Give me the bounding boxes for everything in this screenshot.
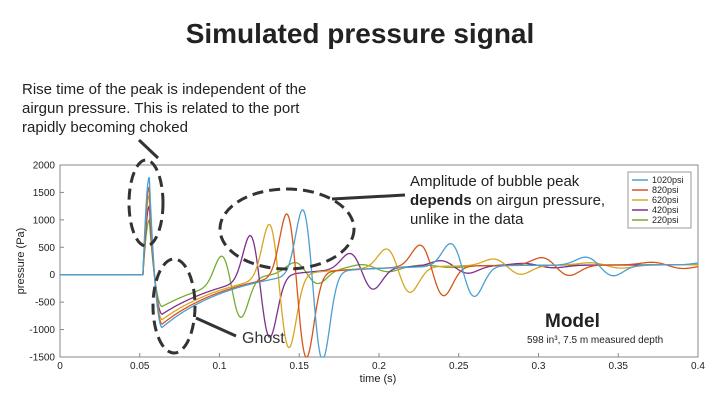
y-tick-label: 500 — [38, 242, 55, 254]
y-axis-label: pressure (Pa) — [15, 227, 27, 295]
y-tick-label: 2000 — [32, 160, 55, 172]
y-tick-label: 0 — [49, 270, 55, 282]
legend-label: 1020psi — [652, 175, 684, 185]
y-tick-label: -500 — [34, 297, 55, 309]
model-label: Model — [545, 311, 600, 332]
amplitude-note-post: on airgun pressure, unlike in the data — [410, 192, 606, 228]
model-sublabel: 598 in³, 7.5 m measured depth — [527, 335, 664, 346]
x-tick-label: 0.15 — [289, 361, 309, 372]
series-line-420psi — [60, 206, 698, 337]
amplitude-note-connector — [332, 195, 405, 199]
legend-label: 820psi — [652, 185, 679, 195]
amplitude-note-bold: depends — [410, 192, 472, 209]
rise-time-note: Rise time of the peak is independent of the airgun pressure. This is related to the port rapidly becoming choked — [22, 81, 307, 136]
amplitude-note-pre: Amplitude of bubble peak — [410, 173, 580, 190]
x-tick-label: 0.25 — [449, 361, 469, 372]
legend-label: 620psi — [652, 195, 679, 205]
x-tick-label: 0.05 — [130, 361, 150, 372]
x-tick-label: 0.3 — [531, 361, 546, 372]
legend-label: 420psi — [652, 205, 679, 215]
ghost-label-connector — [196, 318, 236, 336]
slide-title: Simulated pressure signal — [185, 18, 535, 49]
x-tick-label: 0.4 — [691, 361, 705, 372]
x-tick-label: 0.2 — [372, 361, 386, 372]
y-tick-label: 1500 — [32, 187, 55, 199]
bubble-highlight-ellipse — [220, 189, 354, 269]
legend-label: 220psi — [652, 215, 679, 225]
legend — [628, 172, 691, 228]
y-tick-label: 1000 — [32, 215, 55, 227]
rise-note-connector — [139, 140, 158, 158]
x-tick-label: 0 — [57, 361, 63, 372]
y-tick-label: -1500 — [29, 352, 55, 364]
x-tick-label: 0.1 — [212, 361, 227, 372]
x-tick-label: 0.35 — [608, 361, 628, 372]
y-tick-label: -1000 — [29, 325, 55, 337]
ghost-label: Ghost — [242, 330, 285, 347]
x-axis-label: time (s) — [359, 373, 397, 385]
